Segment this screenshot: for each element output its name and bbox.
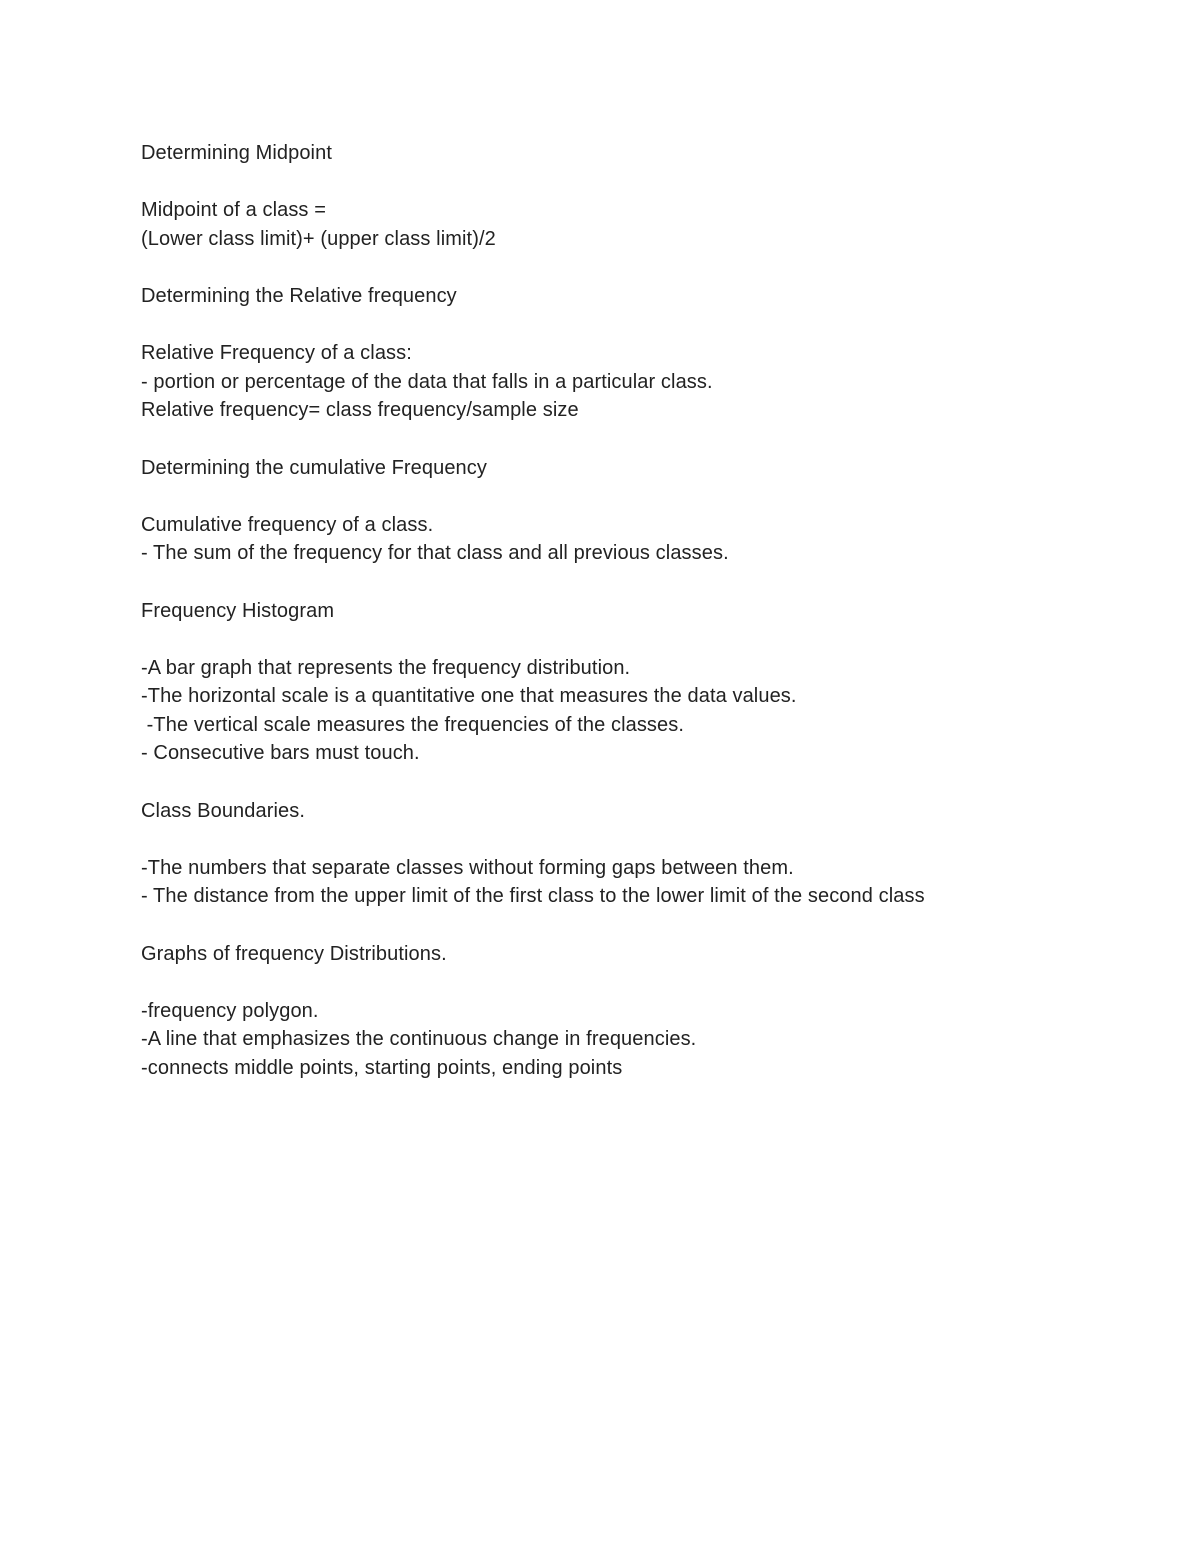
heading-graphs-of-frequency-distributions: Graphs of frequency Distributions.	[141, 942, 447, 965]
text-line: - The distance from the upper limit of the first class to the lower limit of the second class	[141, 885, 925, 908]
blank-line	[141, 482, 1141, 511]
text-line: -connects middle points, starting points, ending points	[141, 1057, 623, 1079]
text-line: Relative frequency= class frequency/sample size	[141, 399, 579, 422]
blank-line	[141, 568, 1141, 597]
blank-line	[141, 253, 1141, 282]
text-line: - portion or percentage of the data that falls in a particular class.	[141, 370, 713, 393]
heading-frequency-histogram: Frequency Histogram	[141, 599, 335, 622]
heading-class-boundaries: Class Boundaries.	[141, 799, 306, 822]
blank-line	[141, 911, 1141, 940]
blank-line	[141, 825, 1141, 854]
blank-line	[141, 311, 1141, 340]
heading-determining-midpoint: Determining Midpoint	[141, 142, 332, 164]
text-line: -frequency polygon.	[141, 999, 319, 1022]
blank-line	[141, 625, 1141, 654]
text-line: -A line that emphasizes the continuous change in frequencies.	[141, 1028, 697, 1051]
document-body	[141, 139, 1141, 1083]
heading-relative-frequency: Determining the Relative frequency	[141, 284, 457, 307]
text-line: -The numbers that separate classes without forming gaps between them.	[141, 856, 794, 879]
blank-line	[141, 968, 1141, 997]
blank-line	[141, 425, 1141, 454]
blank-line	[141, 768, 1141, 797]
text-line: -The vertical scale measures the frequencies of the classes.	[141, 713, 685, 736]
heading-cumulative-frequency: Determining the cumulative Frequency	[141, 456, 487, 479]
text-line: (Lower class limit)+ (upper class limit)/2	[141, 227, 496, 250]
blank-line	[141, 168, 1141, 197]
text-line: - The sum of the frequency for that class and all previous classes.	[141, 542, 729, 565]
text-line: -A bar graph that represents the frequency distribution.	[141, 656, 631, 679]
text-line: - Consecutive bars must touch.	[141, 742, 420, 765]
text-line: Midpoint of a class =	[141, 199, 326, 222]
text-line: -The horizontal scale is a quantitative one that measures the data values.	[141, 685, 797, 708]
text-line: Cumulative frequency of a class.	[141, 513, 434, 536]
text-line: Relative Frequency of a class:	[141, 342, 412, 365]
